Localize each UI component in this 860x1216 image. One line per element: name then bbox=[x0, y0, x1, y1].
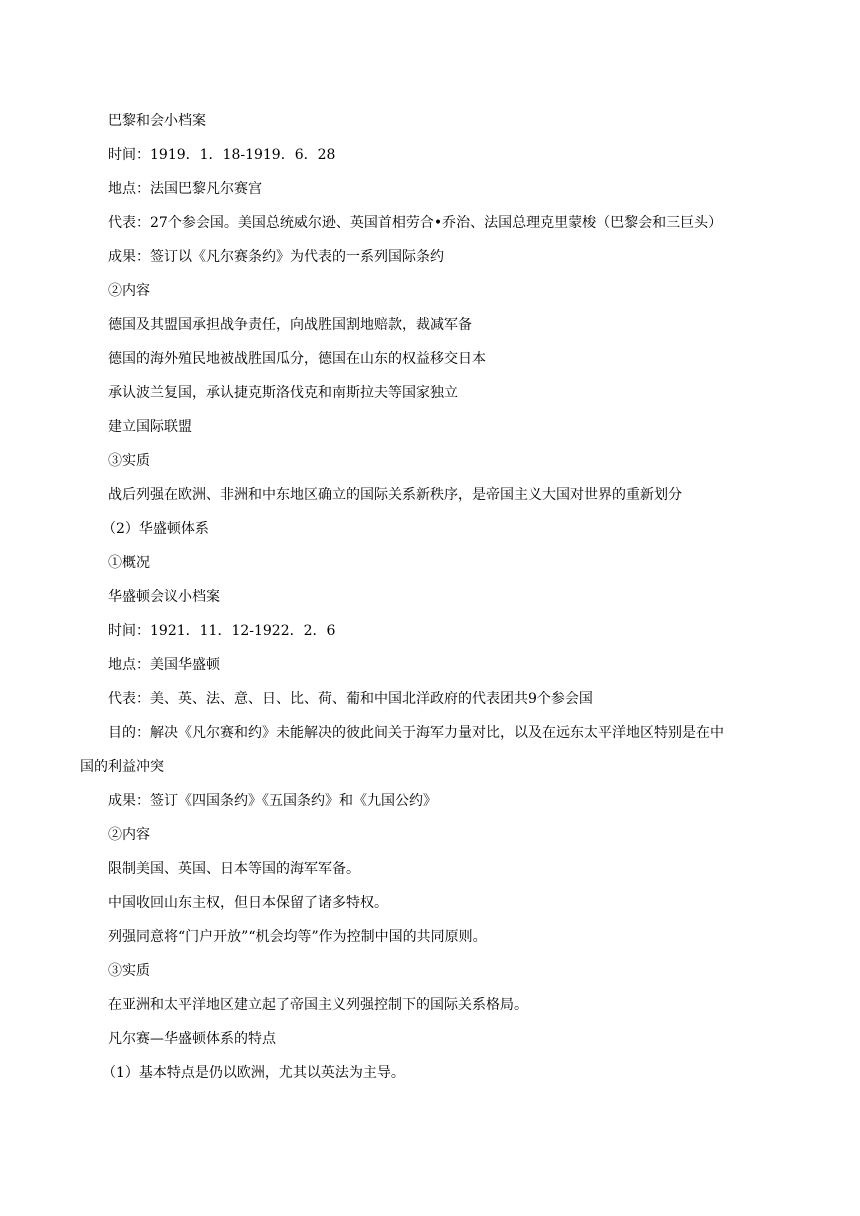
section-heading: ②内容 bbox=[108, 283, 150, 299]
section-heading: ①概况 bbox=[108, 555, 150, 571]
text-line: 中国收回山东主权，但日本保留了诸多特权。 bbox=[108, 895, 388, 911]
text-line: 限制美国、英国、日本等国的海军军备。 bbox=[108, 861, 360, 877]
document-body bbox=[80, 104, 788, 1090]
text-line: 目的：解决《凡尔赛和约》未能解决的彼此间关于海军力量对比，以及在远东太平洋地区特别是在中 bbox=[108, 725, 724, 741]
text-line: （1）基本特点是仍以欧洲，尤其以英法为主导。 bbox=[102, 1065, 405, 1081]
section-heading: ③实质 bbox=[108, 963, 150, 979]
text-line: 华盛顿会议小档案 bbox=[108, 589, 220, 605]
text-line: 建立国际联盟 bbox=[108, 419, 192, 435]
text-line: 德国的海外殖民地被战胜国瓜分，德国在山东的权益移交日本 bbox=[108, 351, 486, 367]
text-line: 地点：美国华盛顿 bbox=[108, 657, 220, 673]
section-heading: ③实质 bbox=[108, 453, 150, 469]
text-line-continuation: 国的利益冲突 bbox=[80, 759, 164, 775]
text-line: 巴黎和会小档案 bbox=[108, 113, 206, 129]
text-line: 德国及其盟国承担战争责任，向战胜国割地赔款，裁减军备 bbox=[108, 317, 472, 333]
text-line: 时间：1921．11．12-1922．2．6 bbox=[108, 623, 336, 639]
text-line: 代表：美、英、法、意、日、比、荷、葡和中国北洋政府的代表团共9个参会国 bbox=[108, 691, 593, 707]
text-line: 成果：签订《四国条约》《五国条约》和《九国公约》 bbox=[108, 793, 437, 809]
text-line: 时间：1919．1．18-1919．6．28 bbox=[108, 147, 336, 163]
text-line: 地点：法国巴黎凡尔赛宫 bbox=[108, 181, 262, 197]
text-line: 成果：签订以《凡尔赛条约》为代表的一系列国际条约 bbox=[108, 249, 444, 265]
text-line: 战后列强在欧洲、非洲和中东地区确立的国际关系新秩序，是帝国主义大国对世界的重新划分 bbox=[108, 487, 682, 503]
text-line: 承认波兰复国，承认捷克斯洛伐克和南斯拉夫等国家独立 bbox=[108, 385, 458, 401]
text-line: 代表：27个参会国。美国总统威尔逊、英国首相劳合•乔治、法国总理克里蒙梭（巴黎会和三巨头） bbox=[108, 215, 723, 231]
section-heading: ②内容 bbox=[108, 827, 150, 843]
section-heading: （2）华盛顿体系 bbox=[102, 521, 209, 537]
text-line: 在亚洲和太平洋地区建立起了帝国主义列强控制下的国际关系格局。 bbox=[108, 997, 528, 1013]
text-line: 列强同意将“门户开放”“机会均等”作为控制中国的共同原则。 bbox=[108, 929, 487, 945]
text-line: 凡尔赛—华盛顿体系的特点 bbox=[108, 1031, 276, 1047]
